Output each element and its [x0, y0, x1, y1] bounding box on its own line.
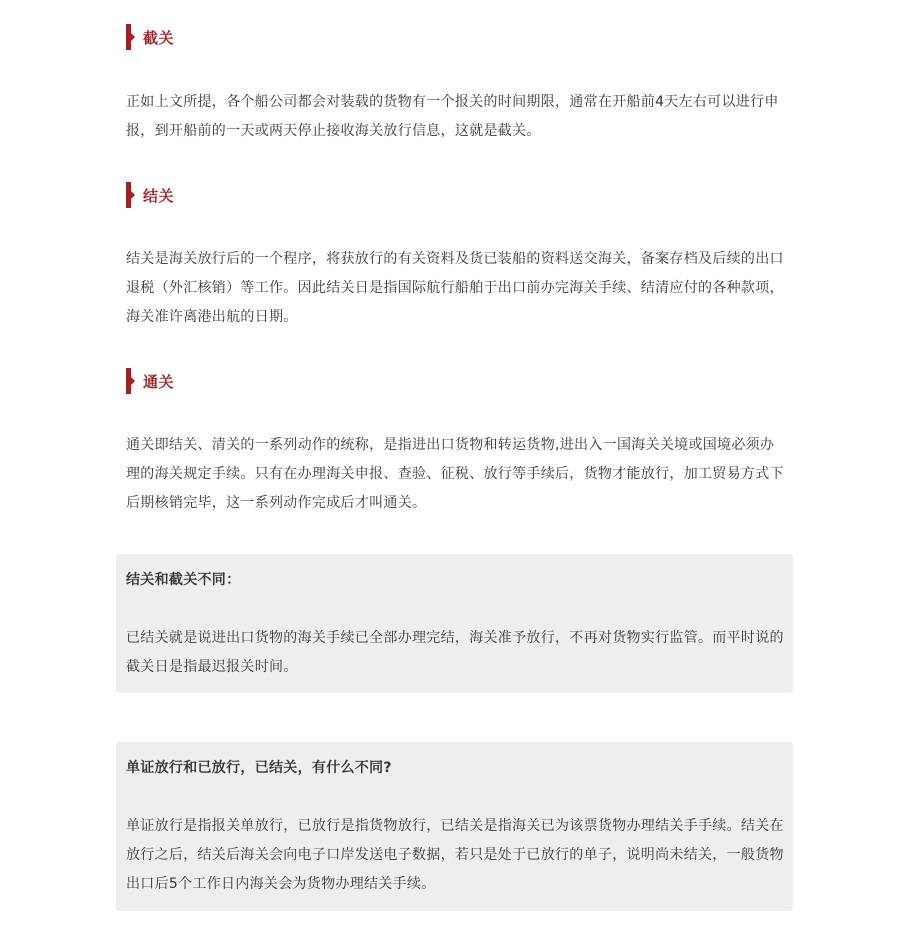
section-heading-jieguan-clearance	[126, 182, 174, 208]
section-title: 截关	[143, 28, 175, 47]
note-body: 单证放行是指报关单放行，已放行是指货物放行，已结关是指海关已为该票货物办理结关手手续。结关在放行之后，结关后海关会向电子口岸发送电子数据，若只是处于已放行的单子，说明尚未结关，一般货物出口后5个工作日内海关会为货物办理结关手续。	[126, 818, 784, 892]
section-title: 结关	[143, 186, 175, 205]
section-title: 通关	[143, 372, 175, 391]
heading-marker	[126, 368, 131, 394]
section-paragraph: 结关是海关放行后的一个程序，将获放行的有关资料及货已装船的资料送交海关，备案存档及后续的出口退税（外汇核销）等工作。因此结关日是指国际航行船舶于出口前办完海关手续、结清应付的各种款项，海关准许离港出航的日期。	[126, 251, 784, 325]
note-title: 单证放行和已放行，已结关，有什么不同?	[126, 760, 392, 776]
note-box	[116, 742, 793, 911]
section-paragraph: 正如上文所提，各个船公司都会对装载的货物有一个报关的时间期限，通常在开船前4天左右可以进行申报，到开船前的一天或两天停止接收海关放行信息，这就是截关。	[126, 94, 779, 139]
section-heading-tongguan	[126, 368, 174, 394]
heading-marker	[126, 182, 131, 208]
note-body: 已结关就是说进出口货物的海关手续已全部办理完结，海关准予放行，不再对货物实行监管。而平时说的截关日是指最迟报关时间。	[126, 630, 784, 675]
section-paragraph: 通关即结关、清关的一系列动作的统称，是指进出口货物和转运货物,进出入一国海关关境或国境必须办理的海关规定手续。只有在办理海关申报、查验、征税、放行等手续后，货物才能放行，加工贸易方式下后期核销完毕，这一系列动作完成后才叫通关。	[126, 437, 784, 511]
section-heading-jieguan-cutoff	[126, 24, 174, 50]
note-title: 结关和截关不同：	[126, 572, 241, 588]
heading-marker	[126, 24, 131, 50]
note-box	[116, 554, 793, 693]
